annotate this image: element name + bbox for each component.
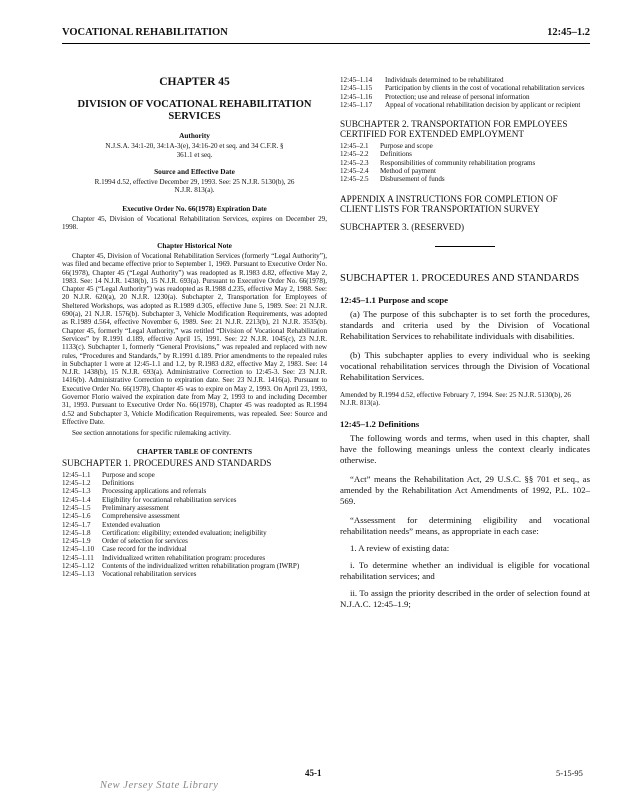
appendix-title: INSTRUCTIONS FOR COMPLETION OF CLIENT LISTS FOR TRANSPORTATION SURVEY: [340, 193, 558, 214]
toc-item-text: Method of payment: [380, 167, 436, 176]
toc-item-text: Preliminary assessment: [102, 503, 169, 512]
toc-item: [340, 93, 590, 101]
toc-item: [340, 150, 590, 158]
toc-item-number: 12:45–1.16: [340, 92, 373, 101]
authority-text: N.J.S.A. 34:1-20, 34:1A-3(e), 34:16-20 et seq. and 34 C.F.R. § 361.1 et seq.: [105, 142, 284, 159]
running-head: [62, 27, 590, 44]
toc-item-number: 12:45–1.15: [340, 84, 373, 93]
toc-item: [340, 175, 590, 183]
section-1-1-para-a: (a) The purpose of this subchapter is to set forth the procedures, standards and criteria used by the Division of Vocational Rehabilitation Services to rehabilitate individuals with disabilities.: [340, 308, 590, 341]
toc-item-number: 12:45–1.2: [62, 479, 91, 488]
toc-item-number: 12:45–2.4: [340, 167, 369, 176]
toc-item: [62, 504, 327, 512]
subchapter-1-label: SUBCHAPTER 1.: [340, 272, 419, 284]
toc-item: [62, 545, 327, 553]
right-column: [340, 76, 590, 610]
toc-item-text: Eligibility for vocational rehabilitation services: [102, 495, 237, 504]
toc-item: [62, 479, 327, 487]
toc-item: [62, 521, 327, 529]
toc-item-text: Definitions: [380, 150, 412, 159]
toc-item-text: Protection; use and release of personal information: [385, 92, 530, 101]
page-number: 45-1: [305, 768, 322, 778]
toc-item: [62, 487, 327, 495]
eo-text: Chapter 45, Division of Vocational Rehabilitation Services, expires on December 29, 1998.: [62, 215, 327, 232]
toc-item-number: 12:45–2.3: [340, 158, 369, 167]
toc-item-text: Processing applications and referrals: [102, 487, 207, 496]
toc-item-number: 12:45–1.4: [62, 495, 91, 504]
history-text: Chapter 45, Division of Vocational Rehabilitation Services (formerly “Legal Authority”), was filed and became effective prior to September 1, 1969. Pursuant to Executive Order No. 66(1978), Chapter 45 (“Legal Authority”) was readopted as R.1983 d.82, effective May 2, 1983. See: 14 N.J.R. 1438(b), 15 N.J.R. 693(a). Pursuant to Executive Order No. 66(1978), Chapter 45 (“Legal Authority”) was readopted as R.1988 d.235, effective May 2, 1988. See: 20 N.J.R. 620(a), 20 N.J.R. 1230(a). Subchapter 2, Transportation for Employees of Sheltered Workshops, was adopted as R.1989 d.305, effective June 5, 1989. See: 21 N.J.R. 690(a), 21 N.J.R. 1576(b). Subchapter 3, Vehicle Modification Requirements, was adopted as R.1989 d.564, effective November 6, 1989. See: 21 N.J.R. 2213(b), 21 N.J.R. 3535(b). Chapter 45, formerly “Legal Authority,” was retitled “Division of Vocational Rehabilitation Services” by R.1991 d.189, effective April 15, 1991. See: 22 N.J.R. 1045(c), 23 N.J.R. 1133(c). Subchapter 1, formerly “General Provisions,” was repealed and replaced with new rules, “Procedures and Standards,” by R.1991 d.189. Prior amendments to the repealed rules in Subchapter 1 were at 12:45-1.1 and 1.2, by R.1983 d.82, effective May 2, 1983. See: 14 N.J.R. 1438(b), 15 N.J.R. 693(a). Administrative Correction to 12:45-3. See: 23 N.J.R. 1416(b). Administrative Correction to expiration date. See: 23 N.J.R. 1416(a). Pursuant to Executive Order No. 66(1978), Chapter 45 was to expire on May 2, 1993. On April 23, 1993, Governor Florio waived the expiration date from May 2, 1993 to and including December 31, 1993. Pursuant to Executive Order No. 66(1978), Chapter 45 was readopted as R.1994 d.52 and Subchapter 3, Vehicle Modification Requirements, was repealed. See: Source and Effective Date.: [62, 251, 327, 426]
page-date: 5-15-95: [556, 768, 583, 778]
toc-item-number: 12:45–2.1: [340, 142, 369, 151]
source-text: R.1994 d.52, effective December 29, 1993. See: 25 N.J.R. 5130(b), 26 N.J.R. 813(a).: [94, 178, 295, 195]
section-1-1-heading: 12:45–1.1 Purpose and scope: [340, 294, 449, 305]
toc-item-number: 12:45–1.13: [62, 570, 95, 579]
toc-subchapter-3: SUBCHAPTER 3. (RESERVED): [340, 221, 465, 232]
toc-item: [62, 529, 327, 537]
section-1-2-intro: The following words and terms, when used in this chapter, shall have the following meanings unless the context clearly indicates otherwise.: [340, 432, 590, 465]
toc-item-text: Comprehensive assessment: [102, 512, 180, 521]
definition-item-1: 1. A review of existing data:: [350, 542, 450, 553]
toc-item-number: 12:45–1.14: [340, 76, 373, 84]
toc-item-number: 12:45–2.5: [340, 175, 369, 184]
toc-item-text: Individualized written rehabilitation program: procedures: [102, 553, 266, 562]
toc-item: [340, 167, 590, 175]
toc-item: [62, 496, 327, 504]
toc-item-number: 12:45–1.7: [62, 520, 91, 529]
section-1-1-amendment: Amended by R.1994 d.52, effective February 7, 1994. See: 25 N.J.R. 5130(b), 26 N.J.R. 813(a).: [340, 390, 571, 408]
divider-rule: [435, 246, 495, 247]
toc-item: [62, 471, 327, 479]
toc-item-text: Case record for the individual: [102, 545, 187, 554]
division-title: DIVISION OF VOCATIONAL REHABILITATION SERVICES: [77, 99, 312, 122]
toc-item-text: Disbursement of funds: [380, 175, 445, 184]
toc-item: [62, 537, 327, 545]
toc-item-number: 12:45–1.11: [62, 553, 94, 562]
toc-heading: CHAPTER TABLE OF CONTENTS: [136, 446, 253, 456]
toc-item-text: Individuals determined to be rehabilitated: [385, 76, 504, 84]
toc-item-number: 12:45–1.5: [62, 503, 91, 512]
toc-list-continued: [340, 76, 590, 109]
toc-item-text: Purpose and scope: [380, 142, 433, 151]
toc-item: [340, 84, 590, 92]
definition-act: “Act” means the Rehabilitation Act, 29 U.S.C. §§ 701 et seq., as amended by the Rehabilitation Act Amendments of 1992, P.L. 102–569.: [340, 473, 590, 506]
toc-item-number: 12:45–1.6: [62, 512, 91, 521]
source-heading: Source and Effective Date: [154, 166, 235, 176]
toc-item-number: 12:45–1.1: [62, 470, 91, 479]
toc-item-text: Contents of the individualized written rehabilitation program (IWRP): [102, 562, 300, 571]
toc-appendix-a: [340, 194, 590, 214]
left-column: [62, 76, 327, 579]
toc-item-number: 12:45–1.8: [62, 528, 91, 537]
toc-item: [62, 562, 327, 570]
toc-item: [62, 554, 327, 562]
toc-item-text: Responsibilities of community rehabilitation programs: [380, 158, 536, 167]
definition-item-i: i. To determine whether an individual is eligible for vocational rehabilitation services; and: [340, 559, 590, 581]
toc-item: [62, 570, 327, 578]
definition-assessment: “Assessment for determining eligibility and vocational rehabilitation needs” means, as appropriate in each case:: [340, 514, 590, 536]
toc-item: [340, 142, 590, 150]
running-head-title: VOCATIONAL REHABILITATION: [62, 27, 228, 38]
subchapter-1-heading: [340, 273, 590, 285]
toc-subchapter-2: [340, 119, 590, 139]
toc-item-number: 12:45–1.9: [62, 537, 91, 546]
chapter-title: CHAPTER 45: [159, 76, 230, 88]
subchapter-1-title: PROCEDURES AND STANDARDS: [421, 272, 580, 284]
section-1-2-heading: 12:45–1.2 Definitions: [340, 418, 420, 429]
toc-subchapter-1: SUBCHAPTER 1. PROCEDURES AND STANDARDS: [62, 457, 272, 468]
toc-item: [340, 159, 590, 167]
see-section-note: See section annotations for specific rulemaking activity.: [72, 429, 231, 438]
toc-list: [62, 471, 327, 579]
subchapter-2-label: SUBCHAPTER 2.: [340, 119, 409, 130]
toc-item-number: 12:45–1.10: [62, 545, 95, 554]
toc-item: [340, 76, 590, 84]
appendix-label: APPENDIX A: [340, 193, 394, 204]
toc-item-number: 12:45–1.3: [62, 487, 91, 496]
toc-list-subchapter-2: [340, 142, 590, 183]
toc-item-number: 12:45–1.17: [340, 100, 373, 109]
toc-item-text: Extended evaluation: [102, 520, 161, 529]
toc-item-text: Definitions: [102, 479, 134, 488]
toc-item-text: Purpose and scope: [102, 470, 155, 479]
toc-item-text: Vocational rehabilitation services: [102, 570, 197, 579]
subchapter-2-title: TRANSPORTATION FOR EMPLOYEES CERTIFIED FOR EXTENDED EMPLOYMENT: [340, 119, 568, 140]
definition-item-ii: ii. To assign the priority described in the order of selection found at N.J.A.C. 12:45–1.9;: [340, 587, 590, 609]
history-heading: Chapter Historical Note: [157, 240, 232, 250]
toc-item-number: 12:45–2.2: [340, 150, 369, 159]
toc-item-text: Participation by clients in the cost of vocational rehabilitation services: [385, 84, 585, 93]
eo-heading: Executive Order No. 66(1978) Expiration Date: [122, 203, 267, 213]
toc-item: [62, 512, 327, 520]
running-head-section: 12:45–1.2: [547, 27, 590, 38]
toc-item-text: Certification: eligibility; extended evaluation; ineligibility: [102, 528, 267, 537]
toc-item-text: Appeal of vocational rehabilitation decision by applicant or recipient: [385, 100, 581, 109]
library-stamp: New Jersey State Library: [100, 780, 219, 791]
toc-item-text: Order of selection for services: [102, 537, 188, 546]
authority-heading: Authority: [179, 131, 210, 140]
toc-item-number: 12:45–1.12: [62, 562, 95, 571]
section-1-1-para-b: (b) This subchapter applies to every individual who is seeking vocational rehabilitation services through the Division of Vocational Rehabilitation Services.: [340, 349, 590, 382]
toc-item: [340, 101, 590, 109]
